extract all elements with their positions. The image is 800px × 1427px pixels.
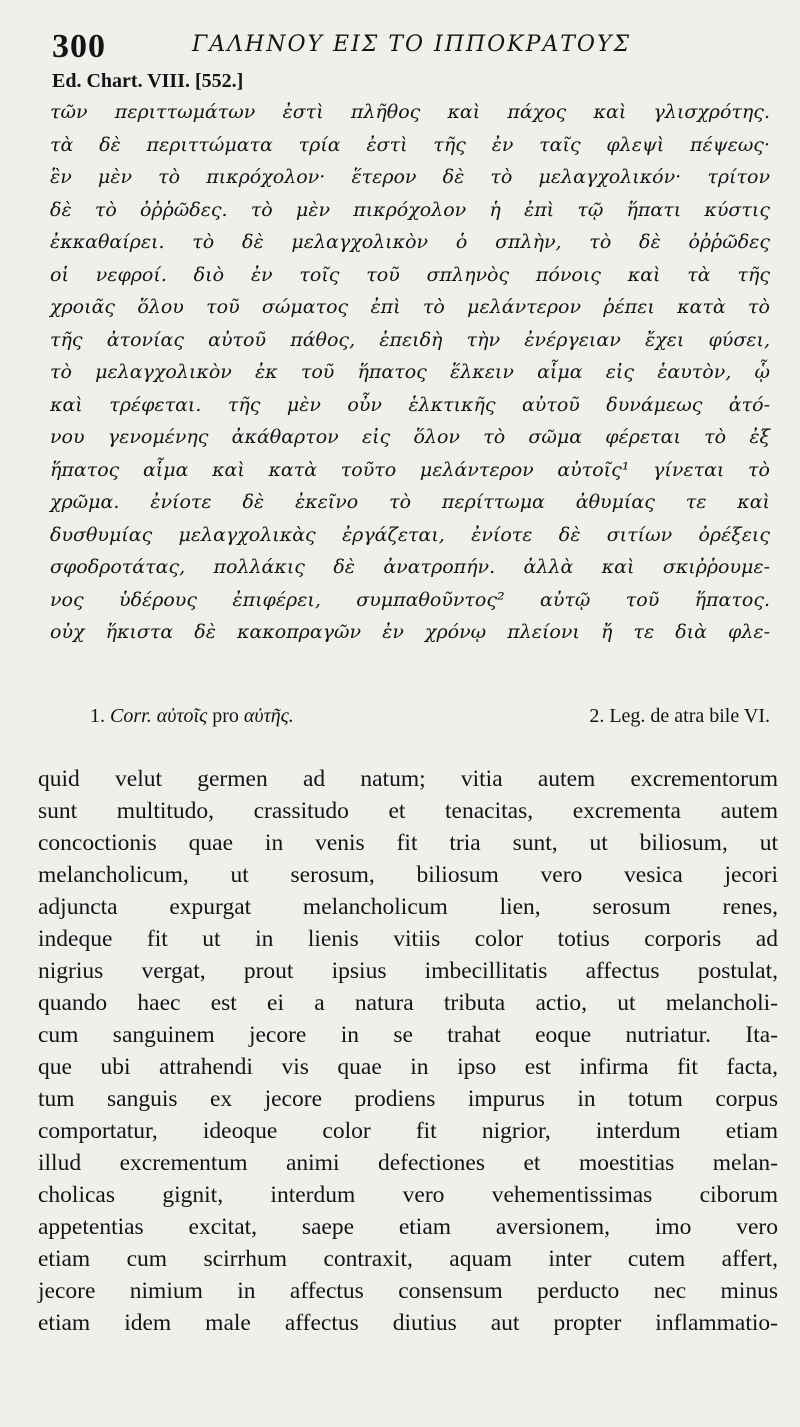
latin-line: adjuncta expurgat melancholicum lien, serosum renes, bbox=[38, 894, 778, 920]
latin-line: nigrius vergat, prout ipsius imbecillitatis affectus postulat, bbox=[38, 958, 778, 984]
footnote-1-greek-a: αὐτοῖς bbox=[156, 705, 208, 727]
greek-line: οἱ νεφροί. διὸ ἐν τοῖς τοῦ σπληνὸς πόνοις καὶ τὰ τῆς bbox=[50, 263, 770, 286]
greek-line: ἥπατος αἷμα καὶ κατὰ τοῦτο μελάντερον αὐτοῖς¹ γίνεται τὸ bbox=[50, 458, 770, 481]
edition-reference: Ed. Chart. VIII. [552.] bbox=[52, 70, 244, 92]
latin-text-block bbox=[38, 763, 778, 1339]
latin-line: concoctionis quae in venis fit tria sunt, ut biliosum, ut bbox=[38, 830, 778, 856]
greek-line: τῆς ἀτονίας αὐτοῦ πάθος, ἐπειδὴ τὴν ἐνέργειαν ἔχει φύσει, bbox=[50, 328, 770, 351]
latin-line: quando haec est ei a natura tributa actio, ut melancholi- bbox=[38, 990, 778, 1016]
latin-line: etiam cum scirrhum contraxit, aquam inter cutem affert, bbox=[38, 1246, 778, 1272]
footnote-1-greek-b: αὐτῆς. bbox=[243, 705, 294, 727]
latin-line: illud excrementum animi defectiones et moestitias melan- bbox=[38, 1150, 778, 1176]
latin-line: sunt multitudo, crassitudo et tenacitas, excrementa autem bbox=[38, 798, 778, 824]
running-title: ΓΑΛΗΝΟΥ ΕΙΣ ΤΟ ΙΠΠΟΚΡΑΤΟΥΣ bbox=[192, 32, 632, 57]
latin-line: appetentias excitat, saepe etiam aversionem, imo vero bbox=[38, 1214, 778, 1240]
page-number: 300 bbox=[52, 28, 106, 65]
greek-line: τῶν περιττωμάτων ἐστὶ πλῆθος καὶ πάχος καὶ γλισχρότης. bbox=[50, 101, 770, 123]
greek-line: καὶ τρέφεται. τῆς μὲν οὖν ἑλκτικῆς αὐτοῦ δυνάμεως ἀτό- bbox=[50, 393, 770, 416]
greek-line: δυσθυμίας μελαγχολικὰς ἐργάζεται, ἐνίοτε δὲ σιτίων ὀρέξεις bbox=[50, 523, 770, 546]
greek-line: δὲ τὸ ὀῤῥῶδες. τὸ μὲν πικρόχολον ἡ ἐπὶ τῷ ἥπατι κύστις bbox=[50, 198, 770, 221]
greek-line: χρῶμα. ἐνίοτε δὲ ἐκεῖνο τὸ περίττωμα ἀθυμίας τε καὶ bbox=[50, 491, 770, 513]
latin-line: jecore nimium in affectus consensum perducto nec minus bbox=[38, 1278, 778, 1304]
greek-line: τὸ μελαγχολικὸν ἐκ τοῦ ἥπατος ἕλκειν αἷμα εἰς ἑαυτὸν, ᾧ bbox=[50, 361, 770, 383]
latin-line: etiam idem male affectus diutius aut propter inflammatio- bbox=[38, 1310, 778, 1336]
footnote-1-number: 1. bbox=[90, 705, 105, 727]
latin-line: que ubi attrahendi vis quae in ipso est infirma fit facta, bbox=[38, 1054, 778, 1080]
latin-line: melancholicum, ut serosum, biliosum vero vesica jecori bbox=[38, 862, 778, 888]
latin-line: quid velut germen ad natum; vitia autem excrementorum bbox=[38, 766, 778, 792]
greek-line: χροιᾶς ὅλου τοῦ σώματος ἐπὶ τὸ μελάντερον ῥέπει κατὰ τὸ bbox=[50, 296, 770, 318]
footnote-1-corr: Corr. bbox=[110, 705, 152, 727]
footnotes bbox=[90, 705, 770, 728]
greek-line: σφοδροτάτας, πολλάκις δὲ ἀνατροπήν. ἀλλὰ καὶ σκιῤῥουμε- bbox=[50, 556, 770, 578]
greek-line: ἓν μὲν τὸ πικρόχολον· ἕτερον δὲ τὸ μελαγχολικόν· τρίτον bbox=[50, 166, 770, 188]
footnote-1 bbox=[90, 705, 294, 728]
greek-line: νος ὑδέρους ἐπιφέρει, συμπαθοῦντος² αὐτῷ τοῦ ἥπατος. bbox=[50, 588, 770, 611]
greek-line: νου γενομένης ἀκάθαρτον εἰς ὅλον τὸ σῶμα φέρεται τὸ ἐξ bbox=[50, 426, 770, 448]
greek-line: ἐκκαθαίρει. τὸ δὲ μελαγχολικὸν ὁ σπλὴν, τὸ δὲ ὀῤῥῶδες bbox=[50, 231, 770, 253]
latin-line: indeque fit ut in lienis vitiis color totius corporis ad bbox=[38, 926, 778, 952]
footnote-2: 2. Leg. de atra bile VI. bbox=[589, 705, 770, 727]
latin-line: tum sanguis ex jecore prodiens impurus in totum corpus bbox=[38, 1086, 778, 1112]
greek-line: οὐχ ἥκιστα δὲ κακοπραγῶν ἐν χρόνῳ πλείονι ἤ τε διὰ φλε- bbox=[50, 621, 770, 643]
footnote-1-pro: pro bbox=[212, 705, 239, 727]
latin-line: comportatur, ideoque color fit nigrior, interdum etiam bbox=[38, 1118, 778, 1144]
page-header bbox=[52, 28, 772, 72]
greek-text-block bbox=[50, 96, 770, 649]
greek-line: τὰ δὲ περιττώματα τρία ἐστὶ τῆς ἐν ταῖς φλεψὶ πέψεως· bbox=[50, 133, 770, 156]
latin-line: cholicas gignit, interdum vero vehementissimas ciborum bbox=[38, 1182, 778, 1208]
latin-line: cum sanguinem jecore in se trahat eoque nutriatur. Ita- bbox=[38, 1022, 778, 1048]
